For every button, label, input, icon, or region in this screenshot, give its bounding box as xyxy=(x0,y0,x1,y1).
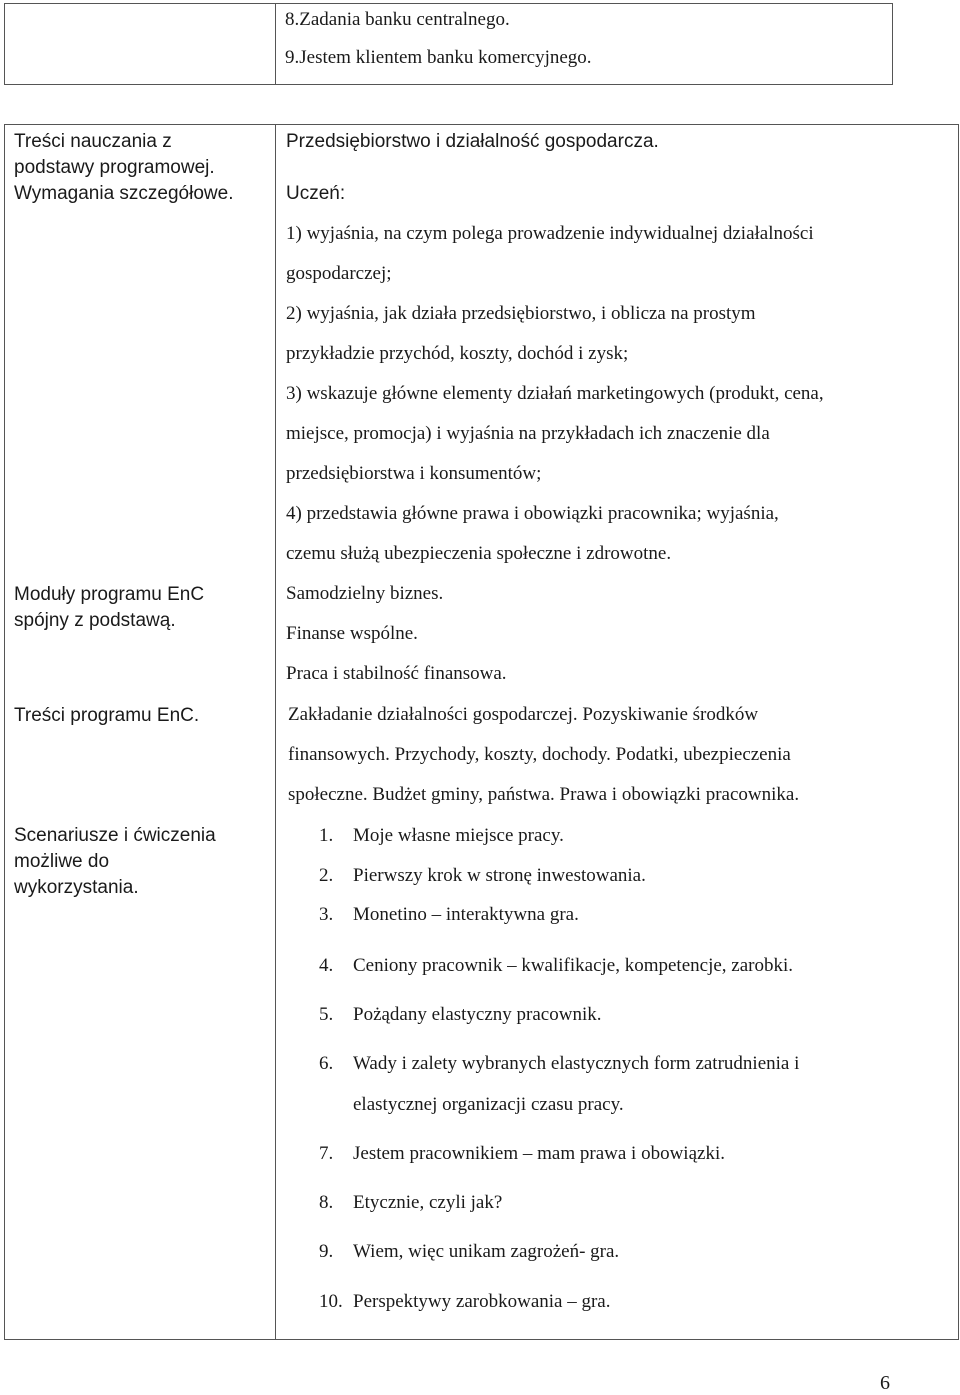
scenario-number: 7. xyxy=(319,1143,334,1164)
scenario-number: 3. xyxy=(319,904,334,925)
scenario-number: 1. xyxy=(319,825,334,846)
requirement-line: 3) wskazuje główne elementy działań marketingowych (produkt, cena, xyxy=(286,383,824,404)
module-item: Samodzielny biznes. xyxy=(286,583,444,604)
top-list-item-9: 9.Jestem klientem banku komercyjnego. xyxy=(285,47,592,68)
scenario-text: elastycznej organizacji czasu pracy. xyxy=(353,1094,624,1115)
label-tresci-nauczania-2: podstawy programowej. xyxy=(14,157,215,178)
scenario-number: 5. xyxy=(319,1004,334,1025)
scenario-item xyxy=(319,1003,602,1027)
scenario-item xyxy=(319,1290,610,1314)
scenario-item xyxy=(319,824,564,848)
scenario-text: Wiem, więc unikam zagrożeń- gra. xyxy=(353,1241,620,1262)
section-heading: Przedsiębiorstwo i działalność gospodarcza. xyxy=(286,131,659,152)
scenario-text: Moje własne miejsce pracy. xyxy=(353,825,564,846)
scenario-text: Etycznie, czyli jak? xyxy=(353,1192,503,1213)
scenario-number: 8. xyxy=(319,1192,334,1213)
top-list-item-8: 8.Zadania banku centralnego. xyxy=(285,9,510,30)
requirement-line: gospodarczej; xyxy=(286,263,392,284)
scenario-text: Wady i zalety wybranych elastycznych form zatrudnienia i xyxy=(353,1053,800,1074)
main-table-divider xyxy=(275,124,276,1340)
label-scenariusze-2: możliwe do xyxy=(14,851,110,872)
requirement-line: miejsce, promocja) i wyjaśnia na przykładach ich znaczenie dla xyxy=(286,423,770,444)
scenario-text: Jestem pracownikiem – mam prawa i obowiązki. xyxy=(353,1143,725,1164)
scenario-number: 9. xyxy=(319,1241,334,1262)
label-scenariusze-3: wykorzystania. xyxy=(14,877,139,898)
label-moduly-2: spójny z podstawą. xyxy=(14,610,176,631)
scenario-item xyxy=(319,1191,502,1215)
top-table-divider xyxy=(275,3,276,85)
scenario-text: Ceniony pracownik – kwalifikacje, kompetencje, zarobki. xyxy=(353,955,794,976)
label-moduly-1: Moduły programu EnC xyxy=(14,584,205,605)
requirement-line: przedsiębiorstwa i konsumentów; xyxy=(286,463,542,484)
module-item: Finanse wspólne. xyxy=(286,623,418,644)
program-line: Zakładanie działalności gospodarczej. Pozyskiwanie środków xyxy=(288,704,759,725)
scenario-text: Pierwszy krok w stronę inwestowania. xyxy=(353,865,646,886)
scenario-item-continuation xyxy=(319,1093,624,1117)
label-scenariusze-1: Scenariusze i ćwiczenia xyxy=(14,825,216,846)
scenario-number: 6. xyxy=(319,1053,334,1074)
scenario-number: 2. xyxy=(319,865,334,886)
module-item: Praca i stabilność finansowa. xyxy=(286,663,507,684)
label-tresci-nauczania-1: Treści nauczania z xyxy=(14,131,172,152)
requirement-line: 4) przedstawia główne prawa i obowiązki pracownika; wyjaśnia, xyxy=(286,503,779,524)
scenario-text: Pożądany elastyczny pracownik. xyxy=(353,1004,602,1025)
scenario-item xyxy=(319,1240,619,1264)
requirement-line: przykładzie przychód, koszty, dochód i zysk; xyxy=(286,343,629,364)
requirement-line: czemu służą ubezpieczenia społeczne i zdrowotne. xyxy=(286,543,672,564)
scenario-item xyxy=(319,1142,725,1166)
scenario-number: 4. xyxy=(319,955,334,976)
scenario-item xyxy=(319,1052,799,1076)
uczen-label: Uczeń: xyxy=(286,183,346,204)
requirement-line: 2) wyjaśnia, jak działa przedsiębiorstwo, i oblicza na prostym xyxy=(286,303,756,324)
program-line: finansowych. Przychody, koszty, dochody. Podatki, ubezpieczenia xyxy=(288,744,791,765)
scenario-item xyxy=(319,954,793,978)
scenario-number: 10. xyxy=(319,1291,343,1312)
scenario-text: Perspektywy zarobkowania – gra. xyxy=(353,1291,611,1312)
requirement-line: 1) wyjaśnia, na czym polega prowadzenie indywidualnej działalności xyxy=(286,223,814,244)
label-tresci-programu: Treści programu EnC. xyxy=(14,705,200,726)
scenario-text: Monetino – interaktywna gra. xyxy=(353,904,579,925)
label-wymagania: Wymagania szczegółowe. xyxy=(14,183,234,204)
scenario-item xyxy=(319,903,579,927)
program-line: społeczne. Budżet gminy, państwa. Prawa i obowiązki pracownika. xyxy=(288,784,800,805)
page-number: 6 xyxy=(880,1372,890,1394)
scenario-item xyxy=(319,864,646,888)
